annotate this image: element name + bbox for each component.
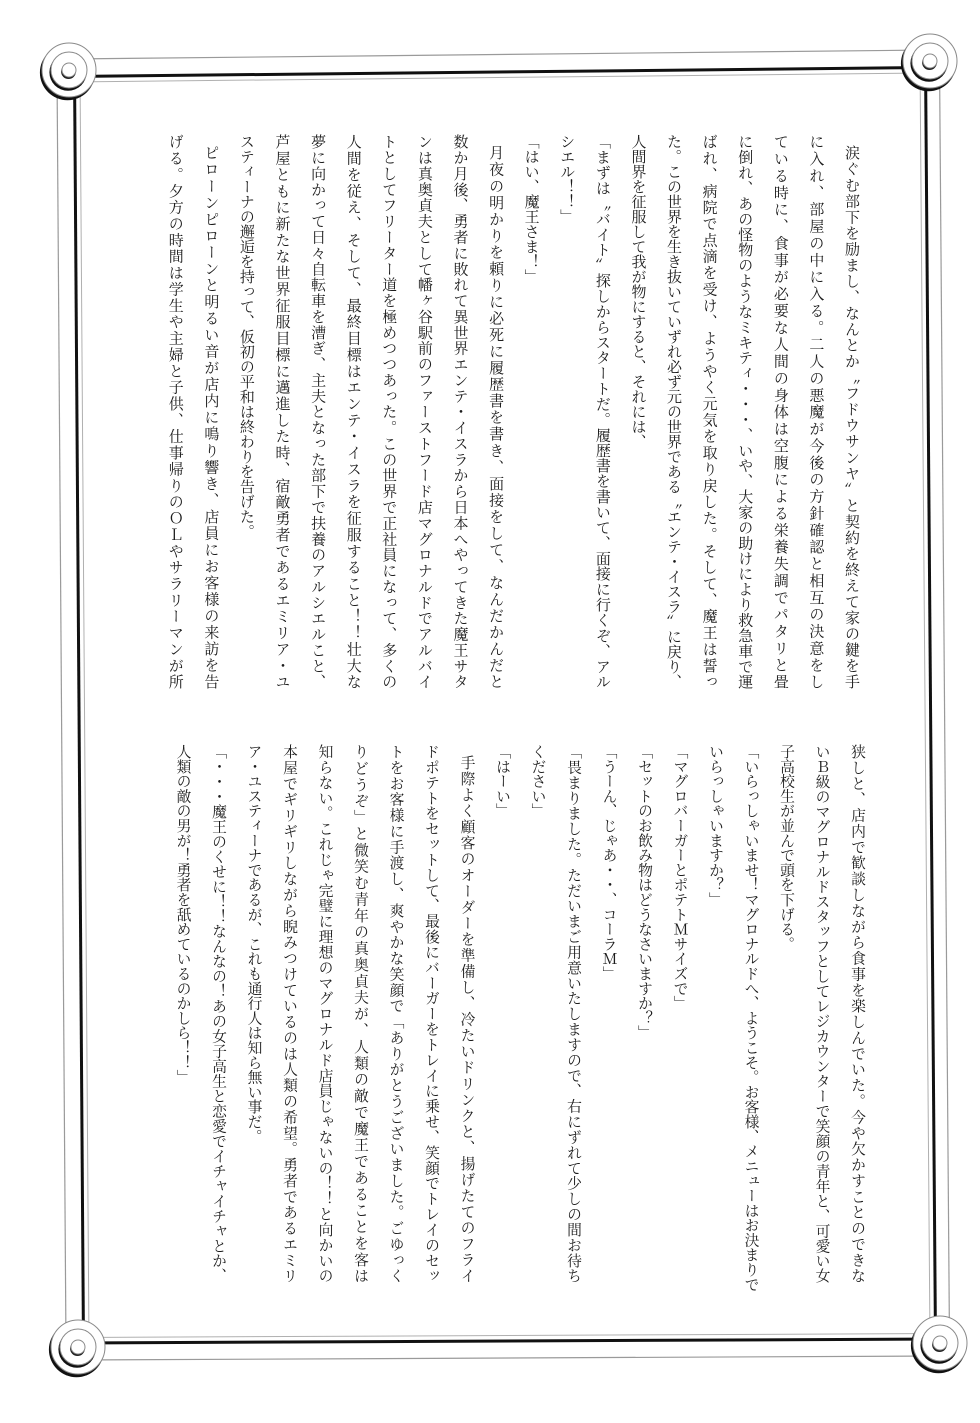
text-column: ピローンピローンと明るい音が店内に鳴り響き、店員にお客様の来訪を告 — [202, 145, 221, 689]
text-block-bottom — [165, 744, 875, 1292]
dialogue-column: いらっしゃいますか？」 — [707, 744, 724, 907]
dialogue-column: 「・・・魔王のくせに！！なんなの！あの女子高生と恋愛でイチャイチャとか、 — [210, 744, 227, 1283]
border-rail-top — [69, 50, 930, 82]
text-column: りどうぞ」と微笑む青年の真奥貞夫が、人類の敵で魔王であることを客は — [352, 744, 369, 1283]
text-column: ばれ、病院で点滴を受け、ようやく元気を取り戻した。そして、魔王は誓っ — [700, 134, 719, 689]
dialogue-column: 「うーん、じゃあ・・、コーラＭ」 — [600, 744, 618, 981]
dialogue-column: 「マグロバーガーとポテトＭサイズで」 — [671, 744, 689, 1011]
dialogue-column: 「はい、魔王さま！」 — [522, 134, 541, 284]
text-column: 手際よく顧客のオーダーを準備し、冷たいドリンクと、揚げたてのフライ — [458, 755, 476, 1283]
text-column: 人間を従え、そして、最終目標はエンテ・イスラを征服すること！！壮大な — [344, 134, 363, 689]
text-column: 月夜の明かりを頼りに必死に履歴書を書き、面接をして、なんだかんだと — [487, 145, 506, 689]
dialogue-column: シエル！！」 — [558, 134, 577, 224]
dialogue-column: 「セットのお飲み物はどうなさいますか？」 — [636, 744, 653, 1040]
border-rail-bottom — [78, 1334, 940, 1361]
text-column: 狭しと、店内で歓談しながら食事を楽しんでいた。今や欠かすことのできな — [849, 744, 866, 1283]
text-column: いＢ級のマグロナルドスタッフとしてレジカウンターで笑顔の青年と、可愛い女 — [813, 744, 831, 1283]
dialogue-column: 「いらっしゃいませ！マグロナルドへ、ようこそ。お客様、メニューはお決まりで — [742, 744, 760, 1292]
text-column: トとしてフリーター道を極めつつあった。この世界で正社員になって、多くの — [380, 134, 399, 689]
text-column: トをお客様に手渡し、爽やかな笑顔で「ありがとうございました。ごゆっく — [387, 744, 405, 1283]
text-column: 人間界を征服して我が物にすると、それには、 — [629, 134, 648, 449]
dialogue-column: 「まずは〝バイト〟探しからスタートだ。履歴書を書いて、面接に行くぞ、アル — [593, 134, 612, 689]
text-column: に入れ、部屋の中に入る。二人の悪魔が今後の方針確認と相互の決意をし — [807, 134, 826, 689]
dialogue-column: ください」 — [529, 744, 547, 818]
text-column: 涙ぐむ部下を励まし、なんとか〝フドウサンヤ〟と契約を終えて家の鍵を手 — [843, 145, 861, 689]
text-column: ンは真奥貞夫として幡ヶ谷駅前のファーストフード店マグロナルドでアルバイ — [415, 134, 434, 689]
text-column: スティーナの邂逅を持って、仮初の平和は終わりを告げた。 — [237, 134, 256, 539]
dialogue-column: 人類の敵の男が！勇者を舐めているのかしら！！」 — [174, 744, 192, 1085]
text-column: 本屋でギリギリしながら睨みつけているのは人類の希望。勇者であるエミリ — [281, 744, 298, 1283]
text-column: に倒れ、あの怪物のようなミキティ・・・、いや、大家の助けにより救急車で運 — [736, 134, 755, 689]
dialogue-column: 「畏まりました。ただいまご用意いたしますので、右にずれて少しの間お待ち — [565, 744, 582, 1283]
border-rail-right — [920, 61, 950, 1343]
corner-ornament-bottom-left-icon — [49, 1320, 105, 1377]
text-column: 数か月後、勇者に敗れて異世界エンテ・イスラから日本へやってきた魔王サタ — [451, 134, 470, 689]
text-column: 夢に向かって日々自転車を漕ぎ、主夫となった部下で扶養のアルシエルこと、 — [309, 134, 328, 689]
text-column: た。この世界を生き抜いていずれ必ず元の世界である〝エンテ・イスラ〟に戻り、 — [665, 134, 684, 689]
border-rail-left — [57, 70, 89, 1347]
text-column: げる。夕方の時間は学生や主婦と子供、仕事帰りのＯＬやサラリーマンが所 — [166, 134, 185, 689]
corner-ornament-bottom-right-icon — [911, 1316, 967, 1373]
corner-ornament-top-left-icon — [40, 43, 96, 100]
text-column: ア・ユスティーナであるが、これも通行人は知ら無い事だ。 — [245, 744, 263, 1144]
text-column: 芦屋ともに新たな世界征服目標に邁進した時、宿敵勇者であるエミリア・ユ — [273, 134, 292, 689]
text-column: 子高校生が並んで頭を下げる。 — [778, 744, 795, 952]
text-column: ドポテトをセットして、最後にバーガーをトレイに乗せ、笑顔でトレイのセッ — [423, 744, 440, 1283]
text-column: 知らない。これじゃ完璧に理想のマグロナルド店員じゃないの！！と向かいの — [316, 744, 334, 1283]
text-column: ている時に、食事が必要な人間の身体は空腹による栄養失調でパタリと畳 — [771, 134, 790, 689]
corner-ornament-top-right-icon — [901, 34, 957, 91]
text-block-top — [157, 134, 869, 689]
dialogue-column: 「はーい」 — [494, 744, 511, 818]
